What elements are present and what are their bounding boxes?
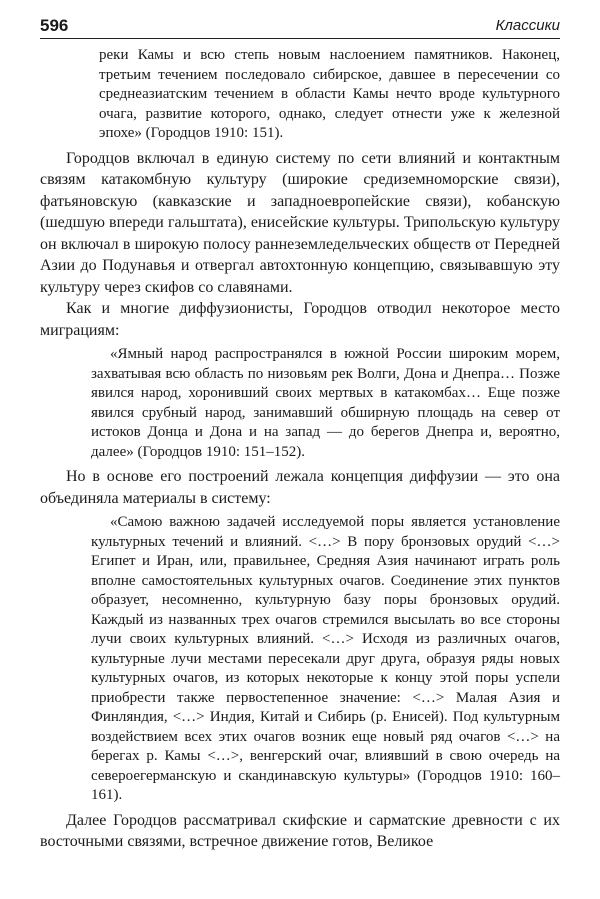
- page-body: [40, 46, 560, 853]
- paragraph: Как и многие диффузионисты, Городцов отводил некоторое место миграциям:: [40, 300, 560, 339]
- block-quote: «Самою важною задачей исследуемой поры является установление культурных течений и влияний. <…> В пору бронзовых орудий <…> Египет и Иран, или, правильнее, Средняя Азия начинают играть роль вполне самостоятельных культурных очагов. Соединение этих пунктов образует, несомненно, культурную базу поры бронзовых орудий. Каждый из названных трех очагов стремился высылать во все стороны лучи своих культурных влияний. <…> Исходя из различных очагов, культурные лучи местами пересекали друг друга, образуя ряды новых культурных очагов, из которых некоторые к концу этой поры успели приобрести также первостепенное значение: <…> Малая Азия и Финляндия, <…> Индия, Китай и Сибирь (р. Енисей). Под культурным воздействием всех этих очагов возник еще новый ряд очагов <…> на берегах р. Камы <…>, венгерский очаг, влиявший в свою очередь на североегерманскую и скандинавскую культуры» (Городцов 1910: 160–161).: [91, 514, 560, 803]
- page-header: [40, 14, 560, 40]
- block-quote: «Ямный народ распространялся в южной России широким морем, захватывая всю область по низовьям рек Волги, Дона и Днепра… Позже явился народ, хоронивший своих мертвых в катакомбах… Еще позже явился срубный народ, занимавший обширную площадь на север от истоков Донца и Дона и на запад — до берегов Днепра и, вероятно, далее» (Городцов 1910: 151–152).: [91, 346, 560, 460]
- paragraph: Городцов включал в единую систему по сети влияний и контактным связям катакомбную культуру (широкие средиземноморские связи), фатьяновскую (кавказские и западноевропейские связи), кобанскую (шедшую впереди гальштата), енисейские культуры. Трипольскую культуру он включал в широкую полосу раннеземледельческих обществ от Передней Азии до Подунавья и отвергал автохтонную концепцию, связывавшую эту культуру через скифов со славянами.: [40, 149, 560, 296]
- header-rule: [40, 38, 560, 39]
- running-title: Классики: [495, 17, 560, 34]
- block-quote-continued: реки Камы и всю степь новым наслоением памятников. Наконец, третьим течением последовало сибирское, давшее в пересечении со среднеазиатским течением в области Камы нечто вроде культурного очага, развитие которого, однако, следует отнести уже к железной эпохе» (Городцов 1910: 151).: [99, 47, 560, 141]
- paragraph: Но в основе его построений лежала концепция диффузии — это она объединяла материалы в систему:: [40, 468, 560, 507]
- page-number: 596: [40, 16, 69, 35]
- paragraph: Далее Городцов рассматривал скифские и сарматские древности с их восточными связями, встречное движение готов, Великое: [40, 811, 560, 850]
